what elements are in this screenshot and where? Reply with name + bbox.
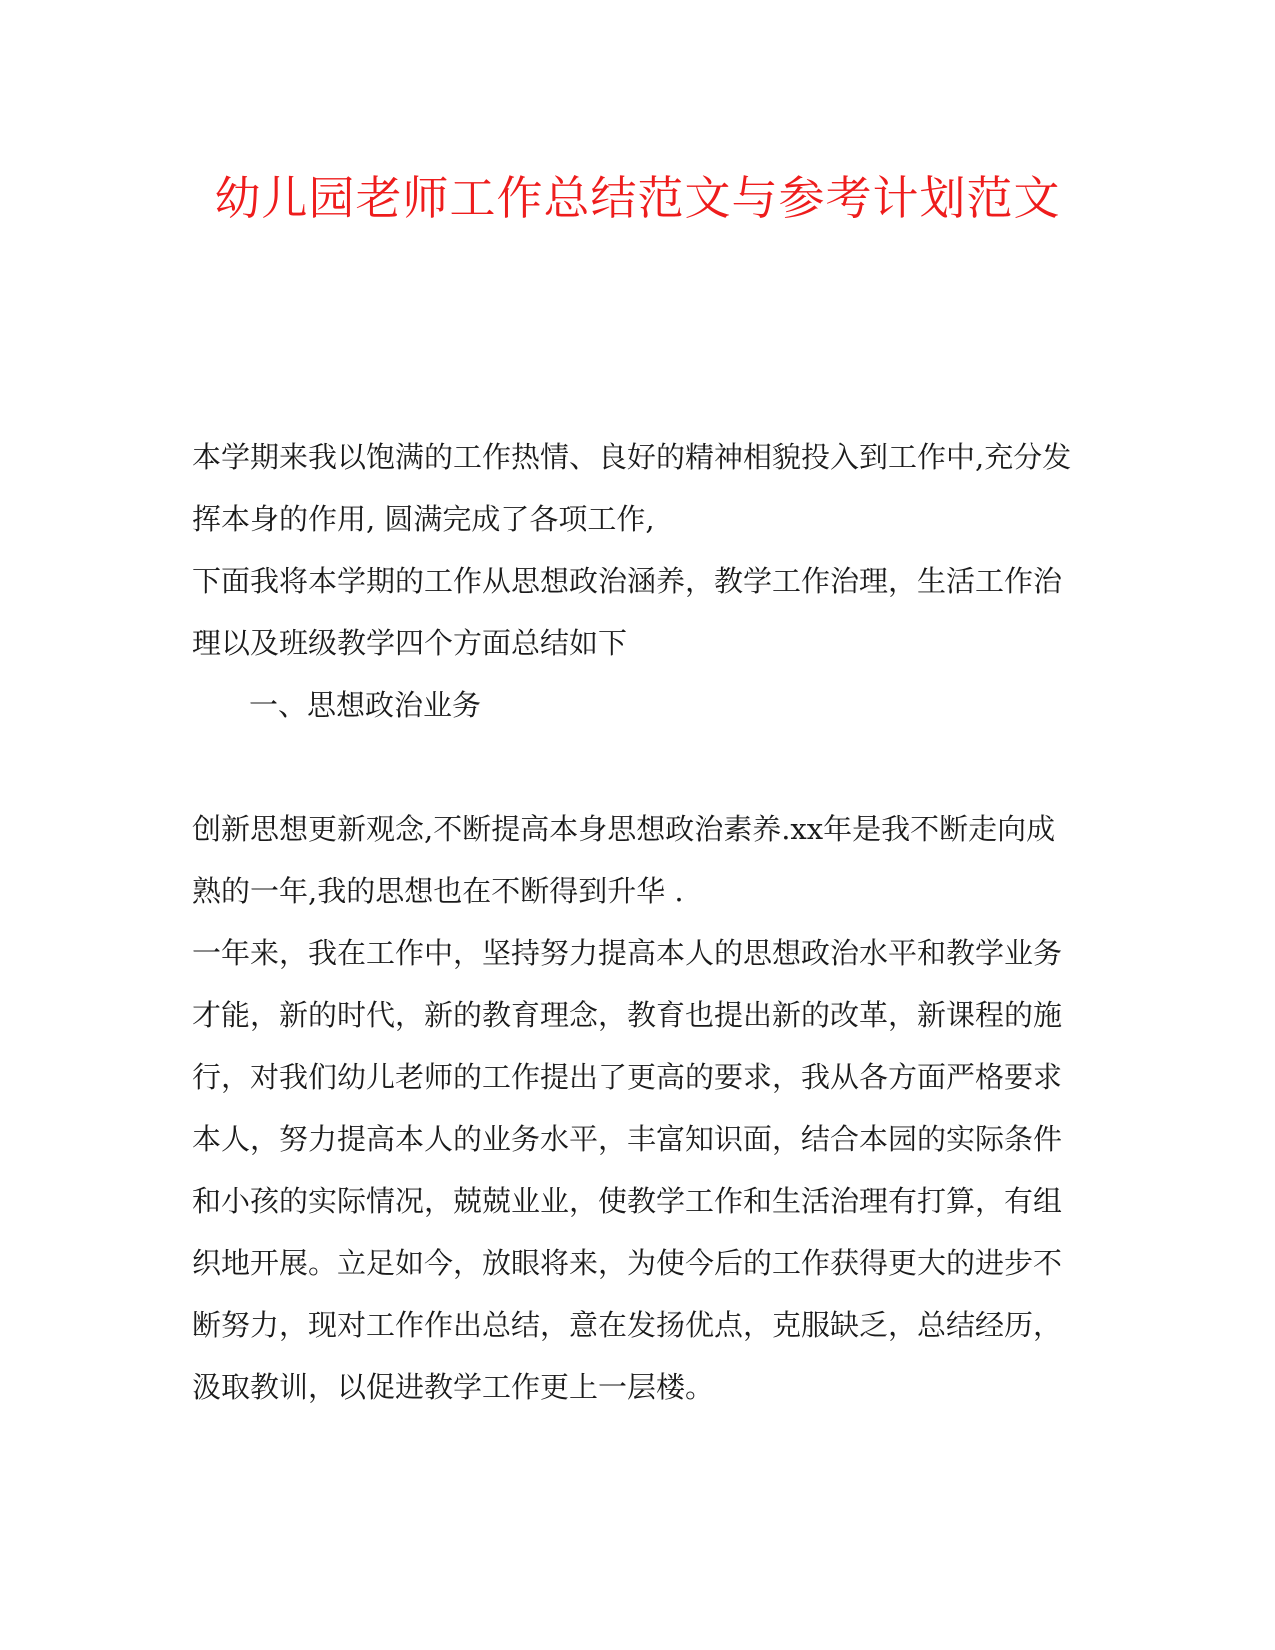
page-title: 幼儿园老师工作总结范文与参考计划范文 bbox=[214, 171, 1061, 225]
section-heading: 一、思想政治业务 bbox=[249, 688, 482, 722]
text-line: 和小孩的实际情况，兢兢业业，使教学工作和生活治理有打算，有组 bbox=[192, 1184, 1063, 1218]
text-line: 创新思想更新观念,不断提高本身思想政治素养.xx年是我不断走向成 bbox=[192, 812, 1056, 846]
text-line: 织地开展。立足如今，放眼将来，为使今后的工作获得更大的进步不 bbox=[192, 1246, 1063, 1280]
text-line: 才能，新的时代，新的教育理念，教育也提出新的改革，新课程的施 bbox=[192, 998, 1063, 1032]
intro-paragraph bbox=[192, 426, 1082, 550]
text-line: 断努力，现对工作作出总结，意在发扬优点，克服缺乏，总结经历， bbox=[192, 1308, 1063, 1342]
text-line: 熟的一年,我的思想也在不断得到升华 . bbox=[192, 874, 684, 908]
body-paragraph bbox=[192, 922, 1082, 1418]
text-line: 本人，努力提高本人的业务水平，丰富知识面，结合本园的实际条件 bbox=[192, 1122, 1063, 1156]
text-line: 一年来，我在工作中，坚持努力提高本人的思想政治水平和教学业务 bbox=[192, 936, 1063, 970]
text-line: 行，对我们幼儿老师的工作提出了更高的要求，我从各方面严格要求 bbox=[192, 1060, 1063, 1094]
text-line: 理以及班级教学四个方面总结如下 bbox=[192, 626, 628, 660]
text-line: 本学期来我以饱满的工作热情、良好的精神相貌投入到工作中,充分发 bbox=[192, 440, 1072, 474]
text-line: 挥本身的作用, 圆满完成了各项工作, bbox=[192, 502, 655, 536]
overview-paragraph bbox=[192, 550, 1082, 674]
text-line: 汲取教训，以促进教学工作更上一层楼。 bbox=[192, 1370, 715, 1404]
text-line: 下面我将本学期的工作从思想政治涵养，教学工作治理，生活工作治 bbox=[192, 564, 1063, 598]
innovation-paragraph bbox=[192, 798, 1082, 922]
